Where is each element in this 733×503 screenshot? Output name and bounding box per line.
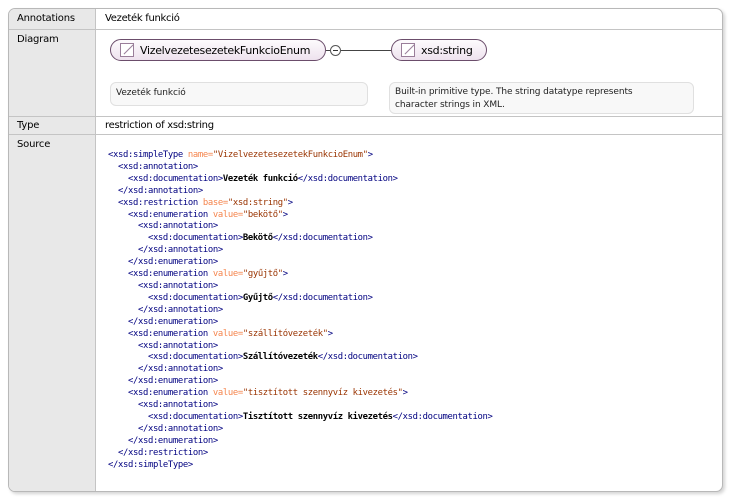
enum-doc-1: Gyűjtő	[242, 292, 273, 303]
enum-doc-3: Tisztított szennyvíz kivezetés	[242, 411, 393, 422]
type-label: Type	[9, 117, 96, 134]
simpletype-documentation-note	[110, 82, 368, 106]
base-type-node[interactable]	[391, 39, 487, 61]
type-row	[9, 117, 722, 135]
simpletype-node-label: VizelvezetesezetekFunkcioEnum	[140, 43, 311, 57]
diagram-area	[97, 30, 722, 116]
simpletype-note-text: Vezeték funkció	[116, 88, 186, 98]
enum-value-3: tisztított szennyvíz kivezetés	[247, 388, 398, 399]
simpletype-node[interactable]	[110, 39, 326, 61]
type-value: restriction of xsd:string	[105, 120, 214, 131]
annotations-value: Vezeték funkció	[105, 13, 180, 24]
base-note-line-2: character strings in XML.	[395, 100, 505, 110]
diagram-row	[9, 30, 722, 117]
enum-value-2: szállítóvezeték	[247, 328, 323, 339]
xsd-source-code: <xsd:simpleType name="VizelvezetesezetekFunkcioEnum"> <xsd:annotation> <xsd:documentation>Vezeték funkció</xsd:documentation> </xsd:annotation> <xsd:restriction base="xsd:string"> <xsd:enumeration value="bekötő"> <xsd:annotation> <xsd:documentation>Bekötő</xsd:documentation> </xsd:annotation> </xsd:enumeration> <xsd:enumeration value="gyűjtő"> <xsd:annotation> <xsd:documentation>Gyűjtő</xsd:documentation> </xsd:annotation> </xsd:enumeration> <xsd:enumeration value="szállítóvezeték"> <xsd:annotation> <xsd:documentation>Szállítóvezeték</xsd:documentation> </xsd:annotation> </xsd:enumeration> <xsd:enumeration value="tisztított szennyvíz kivezetés"> <xsd:annotation> <xsd:documentation>Tisztított szennyvíz kivezetés</xsd:documentation> </xsd:annotation> </xsd:enumeration> </xsd:restriction> </xsd:simpleType>	[108, 150, 493, 470]
base-type-node-label: xsd:string	[421, 43, 473, 57]
sequence-connector-icon	[330, 45, 341, 56]
enum-value-1: gyűjtő	[247, 269, 278, 280]
source-type-documentation: Vezeték funkció	[222, 173, 298, 184]
simpletype-icon	[120, 43, 134, 57]
annotations-label: Annotations	[9, 9, 96, 29]
diagram-label: Diagram	[9, 30, 96, 116]
enum-doc-0: Bekötő	[242, 233, 273, 244]
annotations-row	[9, 9, 722, 30]
base-type-documentation-note	[389, 82, 694, 114]
enum-doc-2: Szállítóvezeték	[242, 352, 318, 363]
connector-line-right	[341, 50, 391, 51]
base-note-line-1: Built-in primitive type. The string datatype represents	[395, 87, 633, 97]
simpletype-icon	[401, 43, 415, 57]
source-label: Source	[9, 135, 96, 491]
enum-value-0: bekötő	[247, 209, 278, 220]
